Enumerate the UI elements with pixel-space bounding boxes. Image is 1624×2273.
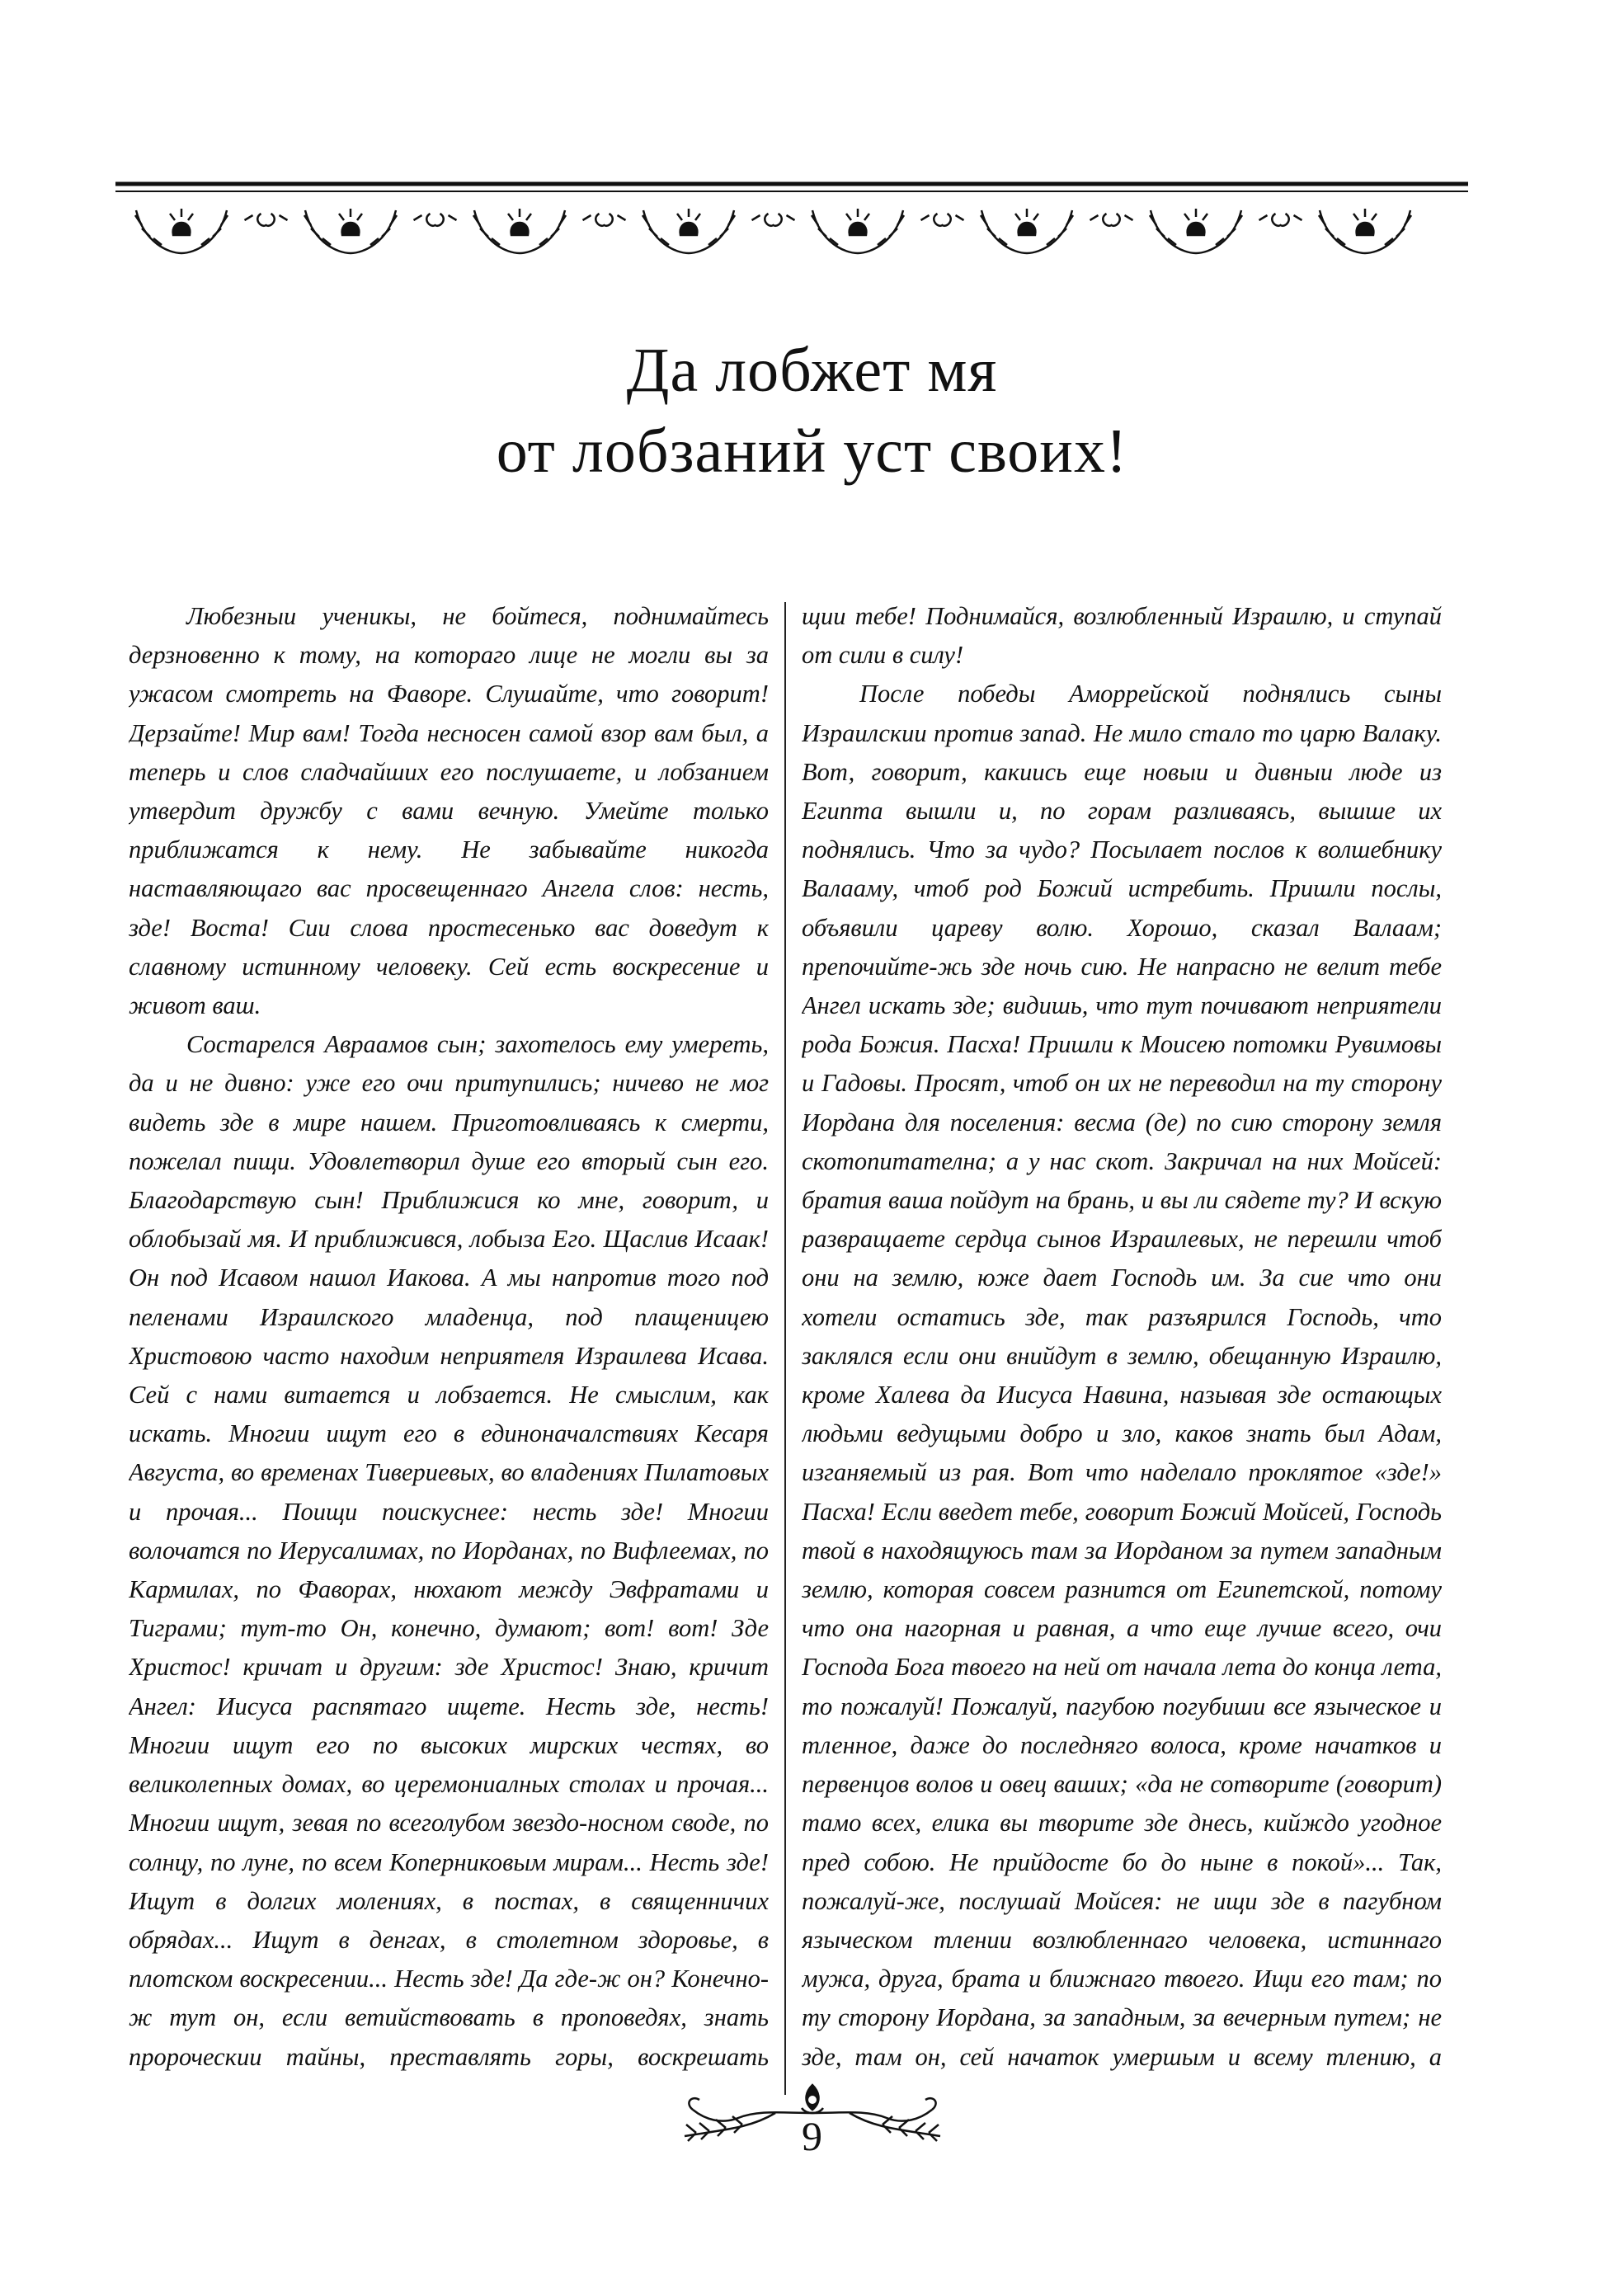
scroll-motif — [752, 214, 795, 226]
laurel-bird-motif — [135, 209, 228, 253]
scroll-motif — [245, 214, 288, 226]
laurel-bird-motif — [1319, 209, 1411, 253]
laurel-bird-motif — [1150, 209, 1242, 253]
scroll-motif — [414, 214, 457, 226]
scroll-motif — [1259, 214, 1302, 226]
paragraph: щии тебе! Поднимайся, возлюбленный Израилю, и ступай от сили в силу! — [802, 602, 1442, 670]
right-column — [802, 597, 1442, 2078]
laurel-bird-motif — [981, 209, 1073, 253]
scroll-motif — [1090, 214, 1133, 226]
laurel-bird-motif — [473, 209, 566, 253]
title-line-1: Да лобжет мя — [626, 336, 998, 405]
scroll-motif — [921, 214, 964, 226]
title-line-2: от лобзаний уст своих! — [496, 416, 1128, 486]
left-column — [129, 597, 769, 2078]
text-columns — [129, 597, 1473, 2078]
page-title — [0, 330, 1624, 492]
paragraph: После победы Аморрейской поднялись сыны Израилскии против запад. Не мило стало то царю Валаку. Вот, говорит, какиись еще новыи и дивныи люде из Египта вышли и, по горам разливаясь, вышше их поднялись. Что за чудо? Посылает послов к волшебнику Валааму, чтоб род Божий истребить. Пришли послы, объявили цареву волю. Хорошо, сказал Валаам; препочийте-жь зде ночь сию. Не напрасно не велит тебе Ангел искать зде; видишь, что тут почивают неприятели рода Божия. Пасха! Пришли к Моисею потомки Рувимовы и Гадовы. Просят, чтоб он их не переводил на ту сторону Иордана для поселения: весма (де) по сию сторону земля скотопитателна; а у нас скот. Закричал на них Мойсей: братия ваша пойдут на брань, и вы ли сядете ту? И вскую развращаете сердца сынов Израилевых, не перешли чтоб они на землю, юже дает Господь им. За сие что они хотели остатись зде, так разъярился Господь, что заклялся если они внийдут в землю, обещанную Израилю, кроме Халева да Иисуса Навина, называя зде остающых людьми ведущыми добро и зло, каков знать был Адам, изганяемый из рая. Вот что наделало проклятое «зде!» Пасха! Если введет тебе, говорит Божий Мойсей, Господь твой в находящуюсь там за Иорданом за путем западным землю, которая совсем разнится от Египетской, потому что она нагорная и равная, а что еще лучше всего, очи Господа Бога твоего на ней от начала лета до конца лета, то пожалуй! Пожалуй, пагубою погубиши все языческое и тленное, даже до последняго волоса, кроме начатков и первенцов волов и овец ваших; «да не сотворите (говорит) тамо всех, елика вы творите зде днесь, кийждо угодное пред собою. Не прийдосте бо до ныне в покой»... Так, пожалуй-же, послушай Мойсея: не ищи зде в пагубном языческом тлении возлюбленнаго человека, истиннаго мужа, друга, брата и ближнаго твоего. Ищи его там; по ту сторону Иордана, за западным, за вечерным путем; не зде, там он, сей начаток умершым и всему тлению, а — [802, 680, 1442, 2071]
laurel-bird-motif — [643, 209, 735, 253]
paragraph: Состарелся Авраамов сын; захотелось ему умереть, да и не дивно: уже его очи притупились; ничево не мог видеть зде в мире нашем. Приготовливаясь к смерти, пожелал пищи. Удовлетворил душе его вторый сын его. Благодарствую сын! Приближися ко мне, говорит, и облобызай мя. И приближився, лобыза Его. Щаслив Исаак! Он под Исавом нашол Иакова. А мы напротив того под пеленами Израилского младенца, под плащеницею Христовою часто находим неприятеля Израилева Исава. Сей с нами витается и лобзается. Не смыслим, как искать. Многии ищут его в единоначалствиях Кесаря Августа, во временах Тивериевых, во владениях Пилатовых и прочая... Поищи поискуснее: несть зде! Многии волочатся по Иерусалимах, по Иорданах, по Вифлеемах, по Кармилах, по Фаворах, нюхают между Эвфратами и Тиграми; тут-то Он, конечно, думают; вот! вот! Зде Христос! кричат и другим: зде Христос! Знаю, кричит Ангел: Иисуса распятаго ищете. Несть зде, несть! Многии ищут его по высоких мирских честях, во великолепных домах, во церемониалных столах и прочая... Многии ищут, зевая по всеголубом звездо-носном своде, по солнцу, по луне, по всем Коперниковым мирам... Несть зде! Ищут в долгих молениях, в постах, в священничих обрядах... Ищут в денгах, в столетном здоровье, в плотском воскресении... Несть зде! Да где-ж он? Конечно-ж тут он, если ветийствовать в проповедях, знать пророческии тайны, преставлять горы, воскрешать — [129, 1030, 769, 2071]
laurel-bird-motif — [304, 209, 397, 253]
paragraph: Любезныи ученикы, не бойтеся, поднимайтесь дерзновенно к тому, на котораго лице не могли вы за ужасом смотреть на Фаворе. Слушайте, что говорит! Дерзайте! Мир вам! Тогда несносен самой взор вам был, а теперь и слов сладчайших его послушаете, и лобзанием утвердит дружбу с вами вечную. Умейте только приближатся к нему. Не забывайте никогда наставляющаго вас просвещеннаго Ангела слов: несть, зде! Воста! Сии слова простесенько вас доведут к славному истинному человеку. Сей есть воскресение и живот ваш. — [129, 602, 769, 1020]
page-number: 9 — [802, 2113, 822, 2159]
column-divider — [784, 602, 786, 2095]
top-ornament-border — [115, 177, 1468, 268]
laurel-bird-motif — [812, 209, 904, 253]
scroll-motif — [583, 214, 626, 226]
